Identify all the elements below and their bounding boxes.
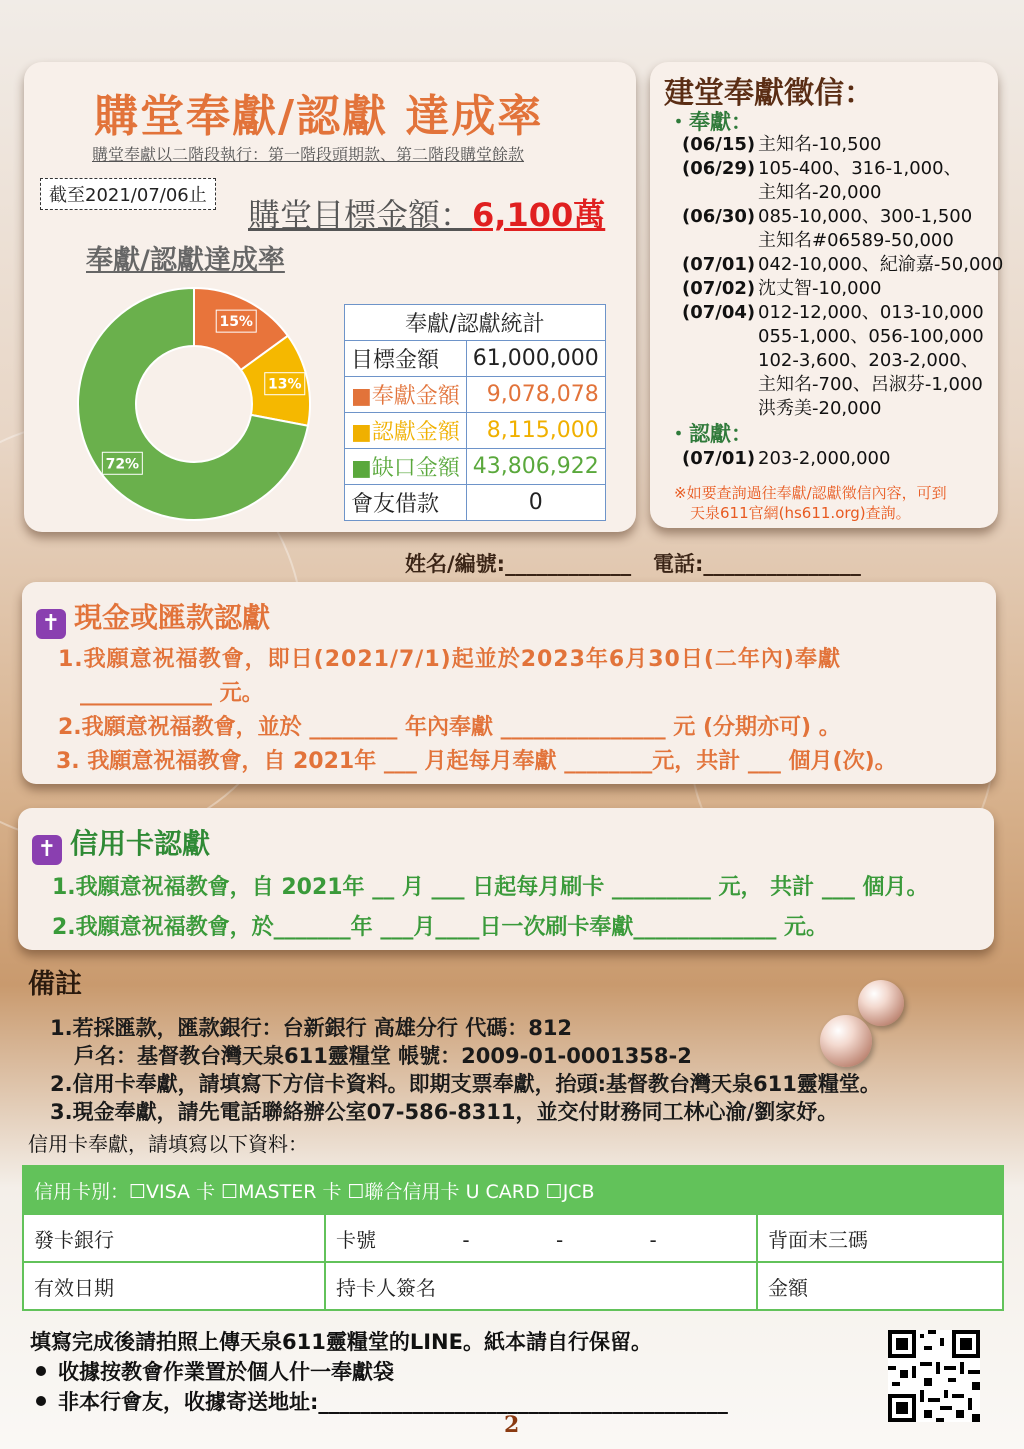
stats-label: 會友借款 bbox=[345, 485, 467, 521]
table-row bbox=[23, 1262, 1003, 1310]
receipt-date: (06/15) bbox=[682, 134, 756, 155]
slice-label: 13% bbox=[268, 376, 302, 393]
credit-card-form bbox=[22, 1165, 1004, 1311]
receipts-note: ※如要查詢過往奉獻/認獻徵信內容，可到 bbox=[674, 484, 947, 502]
upload-instruction: 填寫完成後請拍照上傳天泉611靈糧堂的LINE。紙本請自行保留。 bbox=[30, 1330, 652, 1354]
card-number-dash: - bbox=[462, 1227, 470, 1252]
receipt-line bbox=[682, 448, 890, 469]
receipt-text: 042-10,000、紀渝嘉-50,000 bbox=[758, 254, 1004, 275]
card-number-label: 卡號 bbox=[336, 1227, 376, 1252]
contact-line bbox=[405, 548, 861, 578]
receipt-date: (06/29) bbox=[682, 158, 756, 179]
bullet-icon bbox=[36, 1396, 46, 1406]
credit-option-1[interactable]: 1.我願意祝福教會，自 2021年 __ 月 ___ 日起每月刷卡 _________ 元， 共計 ___ 個月。 bbox=[52, 875, 929, 900]
table-row bbox=[345, 377, 606, 413]
cash-title: 現金或匯款認獻 bbox=[74, 601, 271, 634]
stats-label: ■認獻金額 bbox=[345, 413, 467, 449]
note-line: 戶名：基督教台灣天泉611靈糧堂 帳號：2009-01-0001358-2 bbox=[74, 1044, 692, 1068]
card-type-options[interactable]: 信用卡別：☐VISA 卡 ☐MASTER 卡 ☐聯合信用卡 U CARD ☐JCB bbox=[23, 1166, 1003, 1214]
receipts-note: 天泉611官網(hs611.org)查詢。 bbox=[690, 504, 911, 522]
receipts-title: 建堂奉獻徵信： bbox=[664, 76, 874, 111]
page-title: 購堂奉獻/認獻 達成率 bbox=[94, 91, 544, 142]
cash-option-3[interactable]: 3. 我願意祝福教會，自 2021年 ___ 月起每月奉獻 ________元，共計 ___ 個月(次)。 bbox=[56, 749, 897, 774]
card-form-intro: 信用卡奉獻，請填寫以下資料： bbox=[28, 1132, 308, 1156]
note-line: 3.現金奉獻，請先電話聯絡辦公室07-586-8311，並交付財務同工林心渝/劉家妤。 bbox=[50, 1100, 839, 1124]
pearl-decoration bbox=[858, 980, 904, 1026]
stats-value: 9,078,078 bbox=[466, 377, 605, 413]
pledge-heading: ・認獻： bbox=[668, 422, 752, 446]
note-line: 1.若採匯款，匯款銀行：台新銀行 高雄分行 代碼：812 bbox=[50, 1016, 573, 1040]
pearl-decoration bbox=[820, 1015, 872, 1067]
receipt-text: 主知名-10,500 bbox=[758, 134, 882, 155]
receipt-line bbox=[682, 154, 962, 180]
target-amount bbox=[248, 190, 605, 236]
receipt-text: 洪秀美-20,000 bbox=[758, 398, 882, 419]
receipt-date: (07/02) bbox=[682, 278, 756, 299]
receipt-line bbox=[682, 130, 881, 156]
receipt-text: 主知名-700、呂淑芬-1,000 bbox=[758, 374, 983, 395]
address-bullet bbox=[30, 1386, 728, 1416]
receipt-text: 055-1,000、056-100,000 bbox=[758, 326, 984, 347]
cross-icon: ✝ bbox=[36, 609, 66, 639]
card-number-dash: - bbox=[649, 1227, 657, 1252]
credit-heading bbox=[32, 822, 210, 865]
receipt-date: (07/01) bbox=[682, 448, 756, 469]
receipt-line bbox=[682, 298, 984, 324]
cash-pledge-card bbox=[22, 582, 996, 784]
donut-chart bbox=[74, 284, 314, 524]
receipt-text: 沈丈智-10,000 bbox=[758, 278, 882, 299]
date-label: 截至2021/07/06止 bbox=[40, 178, 216, 210]
receipt-date: (06/30) bbox=[682, 206, 756, 227]
cash-option-1[interactable]: 1.我願意祝福教會，即日(2021/7/1)起並於2023年6月30日(二年內)奉獻 bbox=[58, 647, 841, 672]
table-row bbox=[23, 1214, 1003, 1262]
cash-option-2[interactable]: 2.我願意祝福教會，並於 ________ 年內奉獻 _______________ 元 (分期亦可) 。 bbox=[58, 715, 841, 740]
receipt-bullet bbox=[30, 1356, 394, 1386]
stats-label: ■缺口金額 bbox=[345, 449, 467, 485]
achievement-card bbox=[24, 62, 636, 532]
cash-heading bbox=[36, 596, 270, 639]
phone-field[interactable]: 電話:_______________ bbox=[653, 552, 861, 576]
offering-heading: ・奉獻： bbox=[668, 110, 752, 134]
table-row bbox=[345, 413, 606, 449]
stats-value: 0 bbox=[466, 485, 605, 521]
receipt-date: (07/01) bbox=[682, 254, 756, 275]
receipt-text: 102-3,600、203-2,000、 bbox=[758, 350, 979, 371]
receipt-text: 085-10,000、300-1,500 bbox=[758, 206, 973, 227]
table-row bbox=[345, 341, 606, 377]
address-field[interactable]: 非本行會友，收據寄送地址:_______________________________________ bbox=[58, 1390, 728, 1414]
rate-title: 奉獻/認獻達成率 bbox=[86, 245, 285, 276]
receipt-text: 203-2,000,000 bbox=[758, 448, 891, 469]
table-row bbox=[345, 485, 606, 521]
cross-icon: ✝ bbox=[32, 835, 62, 865]
receipts-card bbox=[650, 62, 1004, 528]
stats-value: 8,115,000 bbox=[466, 413, 605, 449]
receipt-text: 012-12,000、013-10,000 bbox=[758, 302, 984, 323]
receipt-line bbox=[682, 202, 972, 228]
card-number-dash: - bbox=[555, 1227, 564, 1252]
expiry-field[interactable]: 有效日期 bbox=[23, 1262, 325, 1310]
credit-title: 信用卡認獻 bbox=[70, 827, 211, 860]
receipt-line bbox=[682, 250, 1003, 276]
qr-code-icon[interactable] bbox=[888, 1330, 980, 1422]
stats-table bbox=[344, 304, 606, 521]
receipt-date: (07/04) bbox=[682, 302, 756, 323]
cash-option-1-amount[interactable]: ____________ 元。 bbox=[80, 681, 264, 706]
stats-label: 目標金額 bbox=[345, 341, 467, 377]
receipt-text: 105-400、316-1,000、 bbox=[758, 158, 962, 179]
card-number-field[interactable] bbox=[325, 1214, 757, 1262]
slice-label: 15% bbox=[219, 314, 253, 331]
bullet-text: 收據按教會作業置於個人什一奉獻袋 bbox=[58, 1360, 394, 1384]
credit-option-2[interactable]: 2.我願意祝福教會，於_______年 ___月____日一次刷卡奉獻_____________ 元。 bbox=[52, 915, 828, 940]
target-value: 6,100萬 bbox=[472, 196, 606, 234]
cvv-field[interactable]: 背面末三碼 bbox=[757, 1214, 1003, 1262]
name-field[interactable]: 姓名/編號:____________ bbox=[405, 552, 632, 576]
receipt-text: 主知名#06589-50,000 bbox=[758, 230, 954, 251]
target-label: 購堂目標金額： bbox=[248, 196, 473, 234]
receipt-line bbox=[682, 274, 881, 300]
stats-value: 43,806,922 bbox=[466, 449, 605, 485]
stats-value: 61,000,000 bbox=[466, 341, 605, 377]
note-line: 2.信用卡奉獻，請填寫下方信卡資料。即期支票奉獻，抬頭:基督教台灣天泉611靈糧堂。 bbox=[50, 1072, 881, 1096]
table-row bbox=[345, 449, 606, 485]
credit-pledge-card bbox=[18, 808, 994, 950]
notes-title: 備註 bbox=[28, 969, 82, 1000]
subtitle: 購堂奉獻以二階段執行：第一階段頭期款、第二階段購堂餘款 bbox=[92, 145, 525, 164]
signature-field[interactable]: 持卡人簽名 bbox=[325, 1262, 757, 1310]
receipt-text: 主知名-20,000 bbox=[758, 182, 882, 203]
amount-field[interactable]: 金額 bbox=[757, 1262, 1003, 1310]
stats-title: 奉獻/認獻統計 bbox=[345, 305, 606, 341]
page-number: 2 bbox=[504, 1412, 520, 1438]
bullet-icon bbox=[36, 1366, 46, 1376]
stats-label: ■奉獻金額 bbox=[345, 377, 467, 413]
slice-label: 72% bbox=[105, 456, 140, 473]
issuer-field[interactable]: 發卡銀行 bbox=[23, 1214, 325, 1262]
